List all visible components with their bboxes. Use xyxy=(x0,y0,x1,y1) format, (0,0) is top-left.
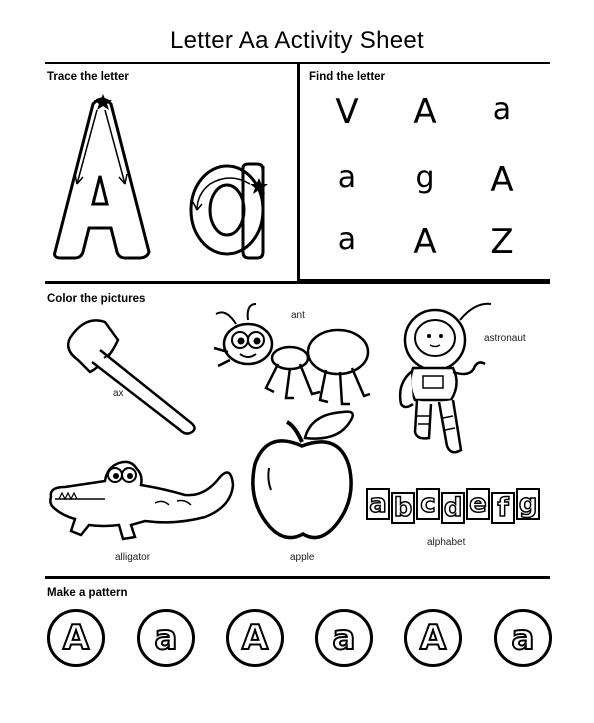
caption-apple: apple xyxy=(290,552,315,563)
alphabet-blocks-icon[interactable] xyxy=(366,488,544,530)
alligator-icon[interactable] xyxy=(45,455,240,545)
color-label: Color the pictures xyxy=(47,293,146,305)
find-label: Find the letter xyxy=(309,71,386,83)
pattern-circle[interactable] xyxy=(494,609,552,667)
pattern-letter: A xyxy=(419,618,447,658)
find-letter-cell[interactable]: Z xyxy=(490,222,514,262)
find-letter-cell[interactable]: A xyxy=(490,160,514,200)
trace-label: Trace the letter xyxy=(47,71,129,83)
alphabet-block: d xyxy=(441,492,465,524)
lower-divider xyxy=(45,576,550,579)
find-letter-cell[interactable]: V xyxy=(335,92,359,132)
alphabet-blocks xyxy=(366,488,544,524)
find-letter-cell[interactable]: A xyxy=(413,222,437,262)
pattern-circle[interactable] xyxy=(47,609,105,667)
caption-ax: ax xyxy=(113,388,124,399)
page-title xyxy=(0,27,594,55)
vertical-divider xyxy=(297,62,300,282)
caption-alligator: alligator xyxy=(115,552,151,563)
pattern-circle[interactable] xyxy=(137,609,195,667)
find-box-bottom xyxy=(297,279,550,282)
pattern-letter: a xyxy=(154,618,178,658)
find-letter-cell[interactable]: a xyxy=(337,222,357,257)
alphabet-block: c xyxy=(416,488,440,520)
ax-icon[interactable] xyxy=(60,310,210,435)
pattern-circle[interactable] xyxy=(226,609,284,667)
title-letter: Letter Aa xyxy=(169,27,269,54)
alphabet-block: f xyxy=(491,492,515,524)
pattern-circle[interactable] xyxy=(315,609,373,667)
alphabet-block: e xyxy=(466,488,490,520)
caption-astronaut: astronaut xyxy=(484,333,526,344)
alphabet-block: b xyxy=(391,492,415,524)
pattern-letter: a xyxy=(511,618,535,658)
pattern-letter: A xyxy=(62,618,90,658)
alphabet-block: a xyxy=(366,488,390,520)
pattern-letter: a xyxy=(332,618,356,658)
caption-alphabet: alphabet xyxy=(427,537,466,548)
alphabet-block: g xyxy=(516,488,540,520)
find-letter-cell[interactable]: A xyxy=(413,92,437,132)
find-letter-cell[interactable]: a xyxy=(337,160,357,195)
find-letter-cell[interactable]: g xyxy=(415,160,435,195)
pattern-label: Make a pattern xyxy=(47,587,128,599)
title-rest: Activity Sheet xyxy=(274,27,425,54)
caption-ant: ant xyxy=(291,310,305,321)
pattern-circle[interactable] xyxy=(404,609,462,667)
astronaut-icon[interactable] xyxy=(395,300,505,465)
apple-icon[interactable] xyxy=(247,408,362,548)
find-letter-cell[interactable]: a xyxy=(492,92,512,127)
trace-letter-a-icon[interactable] xyxy=(45,92,285,262)
pattern-letter: A xyxy=(241,618,269,658)
